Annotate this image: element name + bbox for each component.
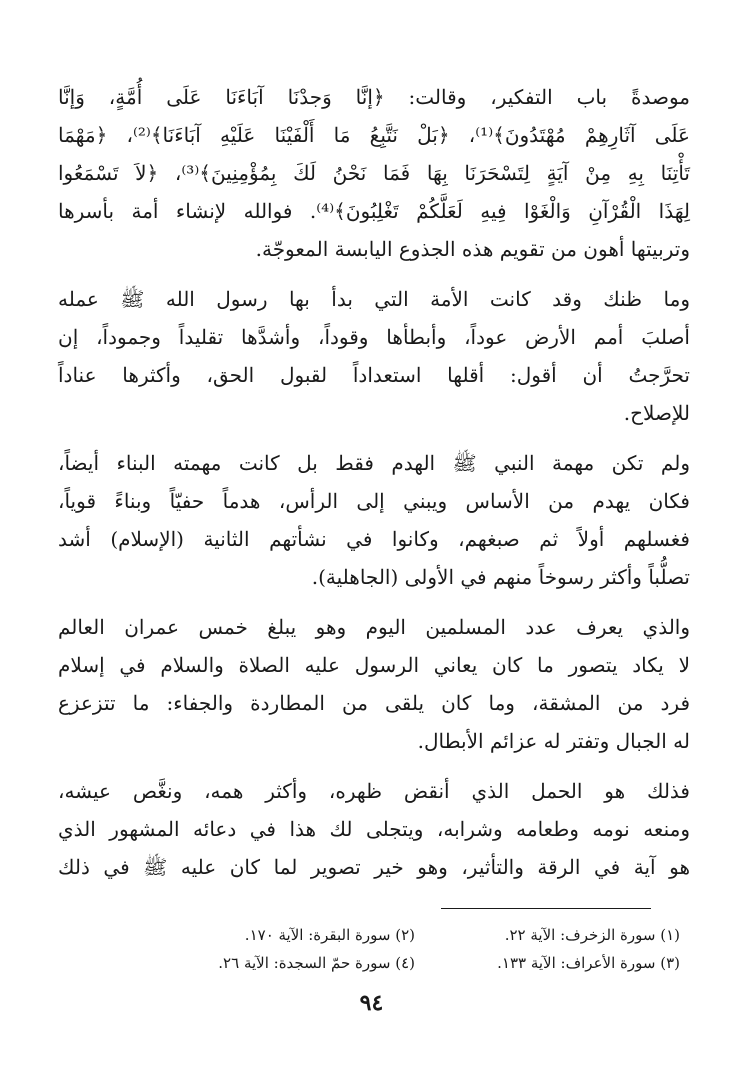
footnote-1: (١) سورة الزخرف: الآية ٢٢. (504, 926, 680, 944)
paragraph (58, 78, 690, 268)
text-line: تصلُّباً وأكثر رسوخاً منهم في الأولى (الجاهلية). (311, 565, 690, 589)
text-line: موصدةً باب التفكير، وقالت: ﴿إنَّا وَجدْنَا آبَاءَنَا عَلَى أُمَّةٍ، وَإنَّا (58, 85, 690, 109)
text-line: فرد من المشقة، وما كان يلقى من المطاردة والجفاء: ما تتزعزع (58, 691, 690, 715)
text-line: لِهَذَا الْقُرْآنِ وَالْغَوْا فِيهِ لَعَلَّكُمْ تَغْلِبُونَ﴾⁽⁴⁾. فوالله لإنشاء أمة بأسرها (58, 199, 691, 223)
body-text (58, 78, 690, 898)
text-line: فذلك هو الحمل الذي أنقض ظهره، وأكثر همه، ونغَّص عيشه، (58, 779, 690, 803)
paragraph (58, 444, 690, 596)
footnote-4: (٤) سورة حمّ السجدة: الآية ٢٦. (218, 954, 415, 972)
footnotes (150, 922, 680, 976)
text-line: عَلَى آثَارِهِمْ مُهْتَدُونَ﴾⁽¹⁾، ﴿بَلْ نَتَّبِعُ مَا أَلْفَيْنَا عَلَيْهِ آبَاءَنَا﴾⁽²⁾، ﴿مَهْمَا (58, 123, 690, 147)
text-line: له الجبال وتفتر له عزائم الأبطال. (417, 729, 690, 753)
footnote-2: (٢) سورة البقرة: الآية ١٧٠. (244, 926, 415, 944)
text-line: وتربيتها أهون من تقويم هذه الجذوع اليابسة المعوجّة. (255, 237, 690, 261)
text-line: أصلبَ أمم الأرض عوداً، وأبطأها وقوداً، وأشدَّها تقليداً وجموداً، إن (58, 325, 690, 349)
text-line: ولم تكن مهمة النبي ﷺ الهدم فقط بل كانت مهمته البناء أيضاً، (58, 451, 690, 475)
text-line: ومنعه نومه وطعامه وشرابه، ويتجلى لك هذا في دعائه المشهور الذي (58, 817, 690, 841)
text-line: للإصلاح. (623, 401, 690, 425)
text-line: لا يكاد يتصور ما كان يعاني الرسول عليه الصلاة والسلام في إسلام (58, 653, 690, 677)
text-line: هو آية في الرقة والتأثير، وهو خير تصوير لما كان عليه ﷺ في ذلك (58, 855, 690, 879)
text-line: والذي يعرف عدد المسلمين اليوم وهو يبلغ خمس عمران العالم (58, 615, 690, 639)
page-number: ٩٤ (359, 990, 384, 1016)
paragraph (58, 608, 690, 760)
footnote-divider (441, 908, 651, 909)
text-line: تحرَّجتُ أن أقول: أقلها استعداداً لقبول الحق، وأكثرها عناداً (58, 363, 690, 387)
paragraph (58, 772, 690, 886)
footnote-3: (٣) سورة الأعراف: الآية ١٣٣. (497, 954, 680, 972)
text-line: تَأْتِنَا بِهِ مِنْ آيَةٍ لِتَسْحَرَنَا بِهَا فَمَا نَحْنُ لَكَ بِمُؤْمِنِينَ﴾⁽³⁾، ﴿لاَ تَسْمَعُوا (58, 161, 690, 185)
text-line: فغسلهم أولاً ثم صبغهم، وكانوا في نشأتهم الثانية (الإسلام) أشد (58, 527, 690, 551)
text-line: وما ظنك وقد كانت الأمة التي بدأ بها رسول الله ﷺ عمله (58, 287, 690, 311)
paragraph (58, 280, 690, 432)
text-line: فكان يهدم من الأساس ويبني إلى الرأس، هدماً حفيّاً وبناءً قوياً، (58, 489, 690, 513)
